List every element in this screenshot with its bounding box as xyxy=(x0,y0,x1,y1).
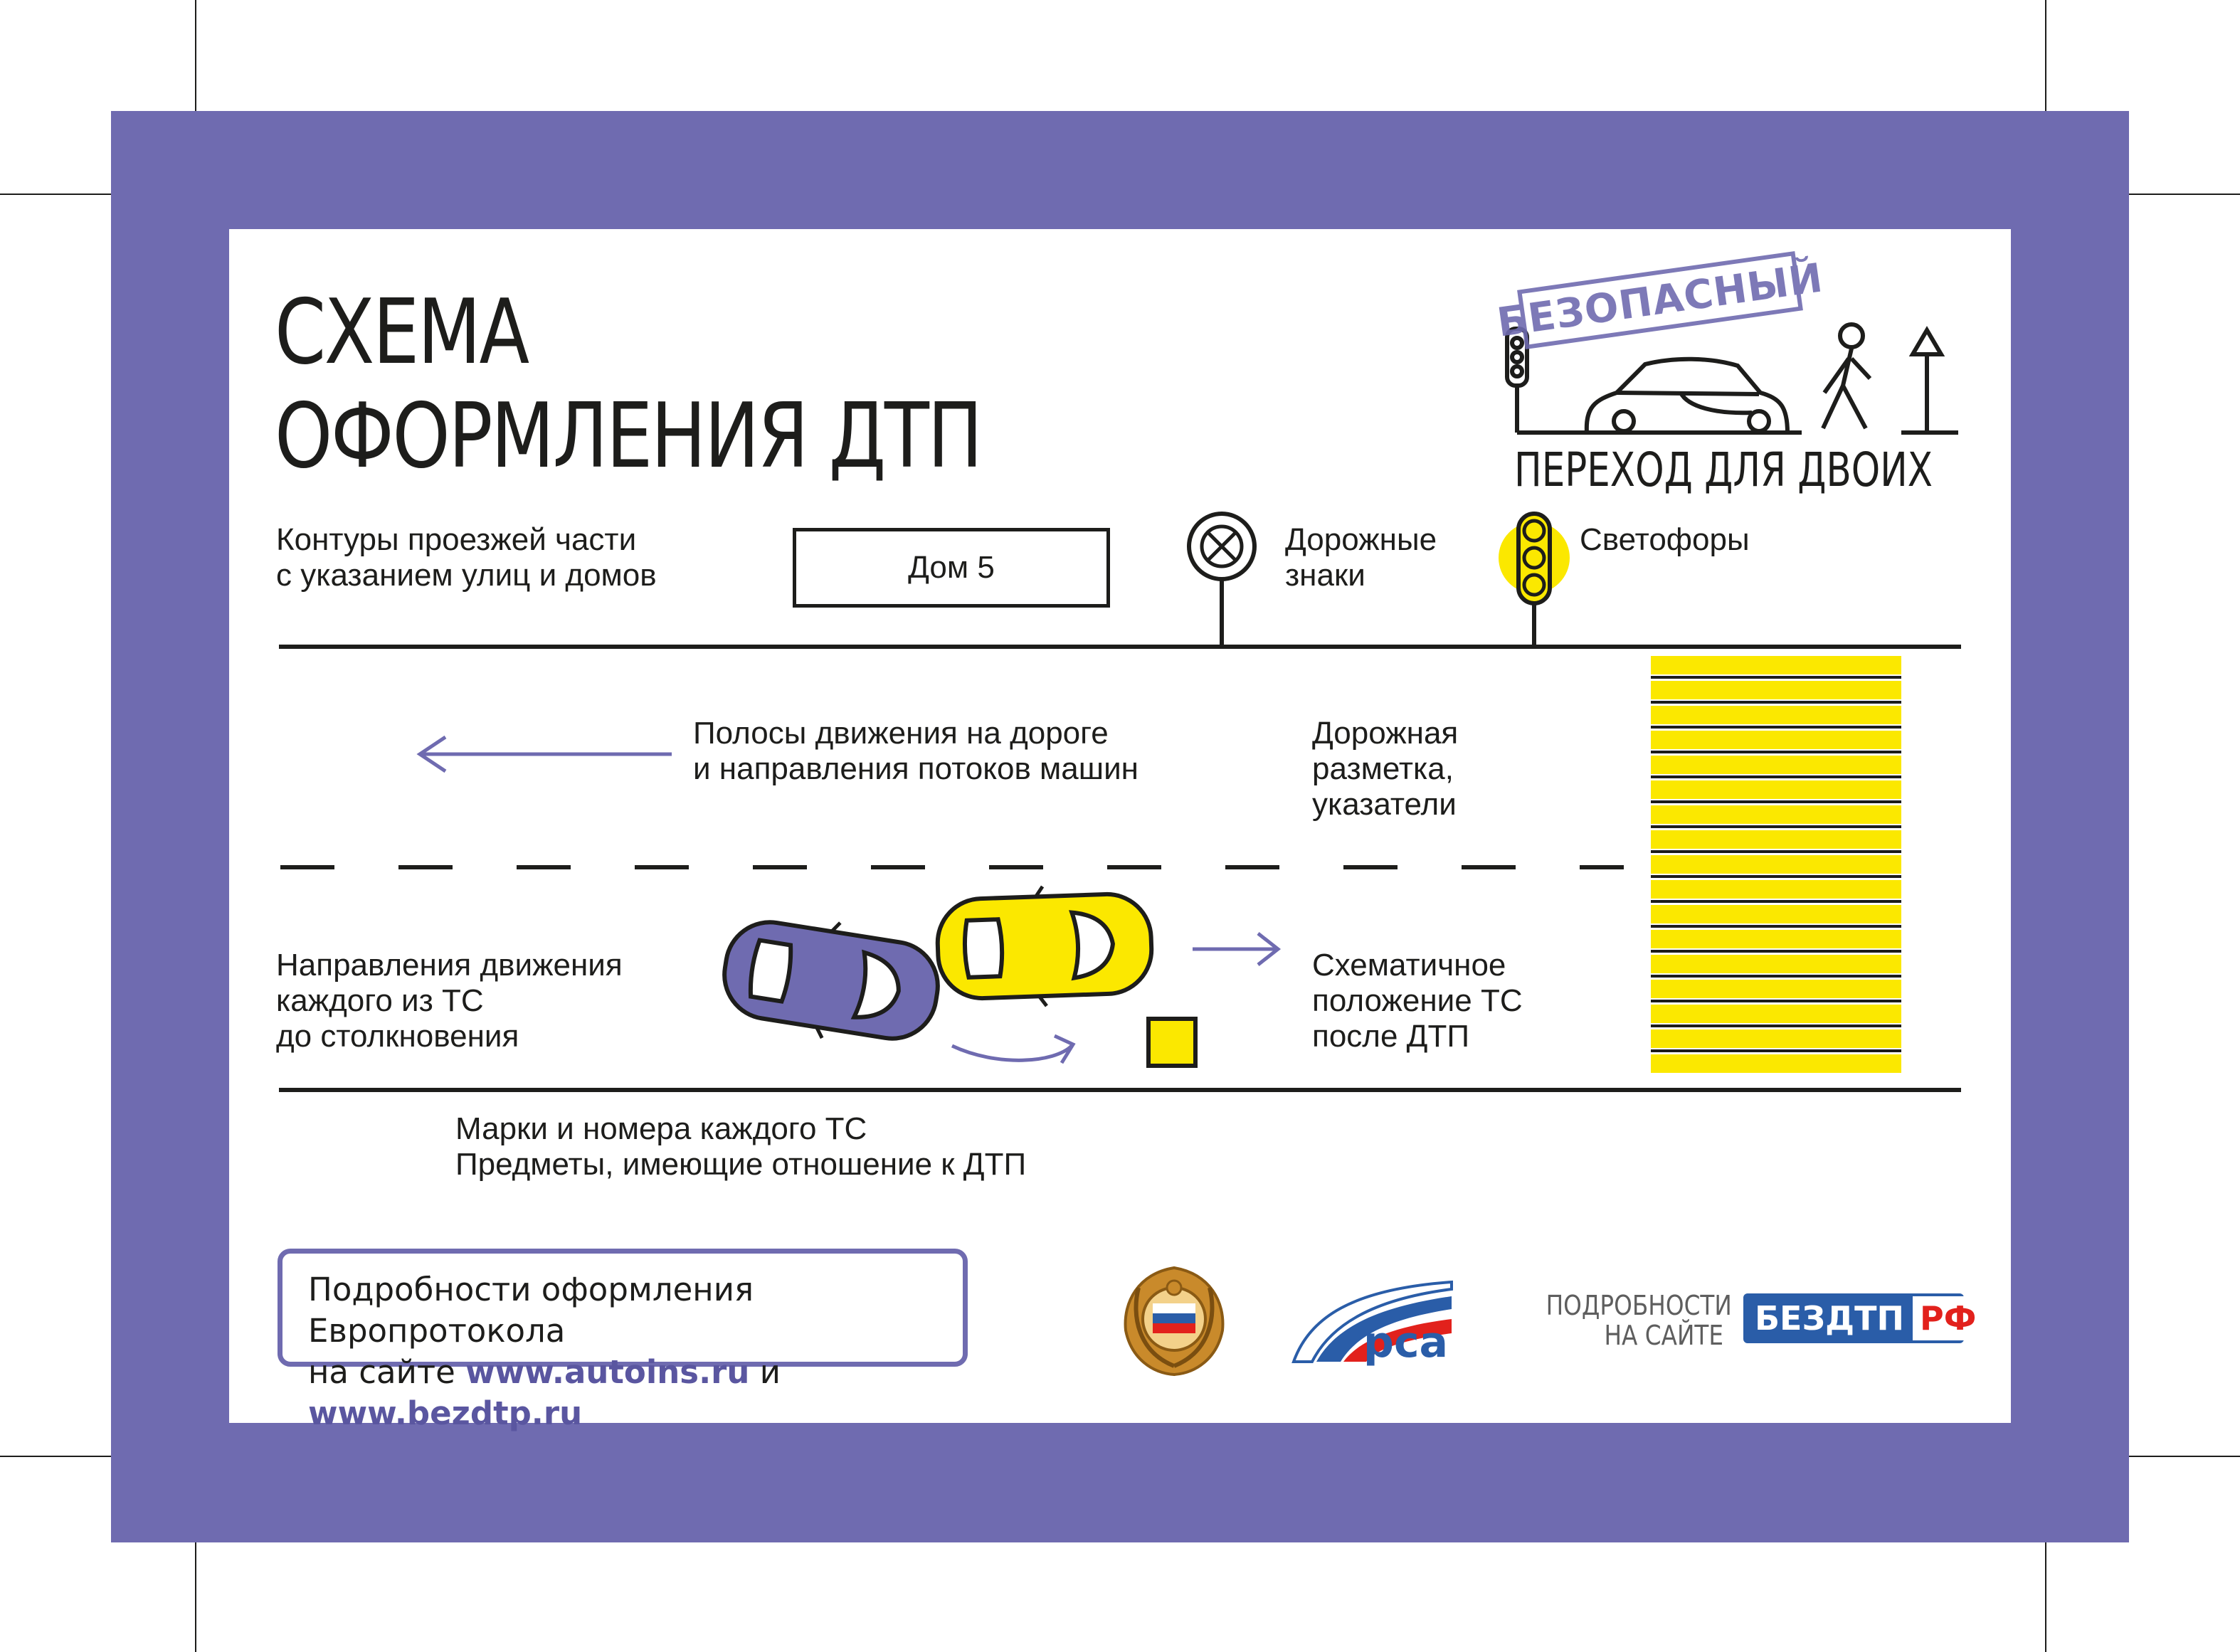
crosswalk-stripe xyxy=(1651,1005,1901,1023)
crosswalk-stripe xyxy=(1651,855,1901,874)
crosswalk-stripe xyxy=(1651,955,1901,973)
crosswalk-stripe xyxy=(1651,656,1901,674)
legend-directions: Направления движения каждого из ТС до столкновения xyxy=(276,948,623,1054)
card xyxy=(229,229,2011,1432)
crosswalk-stripe xyxy=(1651,780,1901,799)
crosswalk-stripe xyxy=(1651,1029,1901,1048)
crosswalk-stripe xyxy=(1651,830,1901,849)
legend-position: Схематичное положение ТС после ДТП xyxy=(1312,948,1523,1054)
lane-arrow-icon xyxy=(420,737,672,771)
legend-lanes: Полосы движения на дороге и направления потоков машин xyxy=(693,716,1139,786)
legend-marking: Дорожная разметка, указатели xyxy=(1312,716,1459,822)
details-caption: ПОДРОБНОСТИ НА САЙТЕ xyxy=(1546,1290,1732,1351)
title-line-1: СХЕМА xyxy=(275,280,528,384)
crosswalk-stripe xyxy=(1651,706,1901,724)
crosswalk xyxy=(1651,656,1901,1073)
legend-lights: Светофоры xyxy=(1580,522,1750,557)
direction-curve-arrow-icon xyxy=(952,1036,1073,1063)
campaign-subtitle: ПЕРЕХОД ДЛЯ ДВОИХ xyxy=(1514,443,1933,497)
crosswalk-stripe xyxy=(1651,805,1901,824)
rsa-logo-text: рса xyxy=(1363,1318,1449,1367)
crosswalk-stripe xyxy=(1651,905,1901,923)
crosswalk-stripe xyxy=(1651,731,1901,749)
crosswalk-stripe xyxy=(1651,880,1901,899)
yellow-car-icon xyxy=(936,883,1153,1010)
info-line-1: Подробности оформления Европротокола xyxy=(308,1271,754,1350)
info-line-2: на сайте www.autoins.ru и www.bezdtp.ru xyxy=(308,1353,781,1432)
legend-brands: Марки и номера каждого ТС Предметы, имеющие отношение к ДТП xyxy=(455,1111,1027,1182)
legend-signs: Дорожные знаки xyxy=(1285,522,1437,593)
bezdtp-link[interactable]: www.bezdtp.ru xyxy=(308,1394,583,1432)
crosswalk-stripe xyxy=(1651,980,1901,998)
title-line-2: ОФОРМЛЕНИЯ ДТП xyxy=(275,383,981,488)
bezdtp-logo[interactable]: БЕЗДТП РФ xyxy=(1743,1293,1964,1343)
object-square-icon xyxy=(1148,1019,1195,1066)
crosswalk-stripe xyxy=(1651,930,1901,948)
info-box xyxy=(278,1249,968,1432)
crosswalk-stripe xyxy=(1651,1054,1901,1073)
blue-car-icon xyxy=(717,906,946,1055)
legend-roads: Контуры проезжей части с указанием улиц и домов xyxy=(276,522,657,593)
house-box: Дом 5 xyxy=(793,528,1110,608)
campaign-stamp: БЕЗОПАСНЫЙ xyxy=(1517,251,1803,349)
gibdd-emblem-logo xyxy=(1110,1259,1238,1380)
autoins-link[interactable]: www.autoins.ru xyxy=(465,1353,750,1391)
position-arrow-icon xyxy=(1193,933,1278,965)
crosswalk-stripe xyxy=(1651,756,1901,774)
crosswalk-stripe xyxy=(1651,681,1901,699)
